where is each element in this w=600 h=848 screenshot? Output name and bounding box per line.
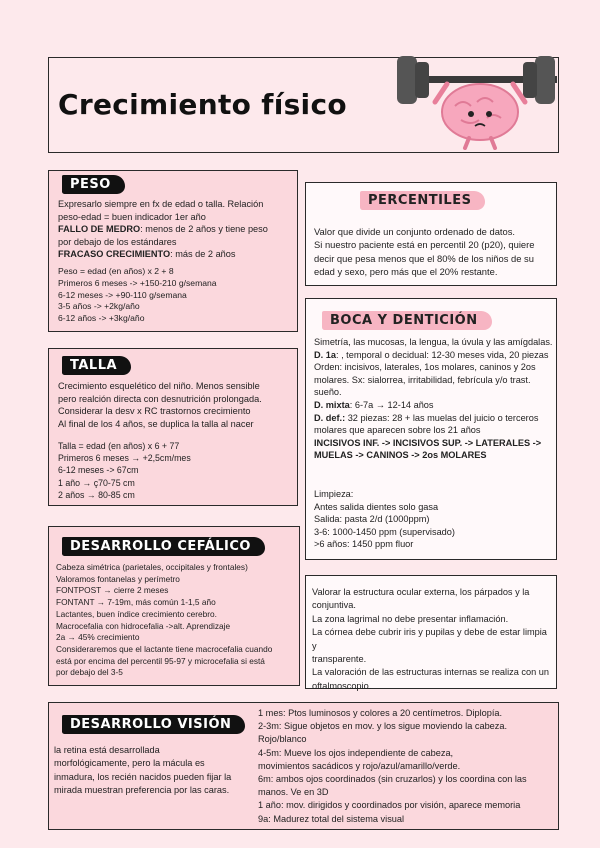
- weight-plate-left: [397, 56, 417, 104]
- peso-heading: PESO: [62, 175, 125, 194]
- peso-formula: Peso = edad (en años) x 2 + 8 Primeros 6 meses -> +150-210 g/semana 6-12 meses -> +90-110 g/semana 3-5 años -> +2kg/año 6-12 años -> +3kg/año: [58, 266, 217, 324]
- brain-body: [442, 84, 518, 140]
- percentiles-text: Valor que divide un conjunto ordenado de datos. Si nuestro paciente está en percentil 20 (p20), quiere decir que pesa menos que el 80% de los niños de su edad y sexo, pero más que el 20% restante.: [314, 226, 535, 278]
- weight-plate-right: [535, 56, 555, 104]
- percentiles-heading: PERCENTILES: [360, 191, 485, 210]
- vision-heading: DESARROLLO VISIÓN: [62, 715, 245, 734]
- boca-limpieza: Limpieza: Antes salida dientes solo gasa Salida: pasta 2/d (1000ppm) 3-6: 1000-1450 ppm (supervisado) >6 años: 1450 ppm fluor: [314, 489, 455, 550]
- brain-weightlifter-illustration: [395, 40, 565, 150]
- boca-text: Simetría, las mucosas, la lengua, la úvula y las amígdalas. D. 1a: , temporal o decidual: 12-30 meses vida, 20 piezas Orden: incisivos, laterales, 1os molares, caninos y 2os molares. Sx: sialorrea, irritabilidad, febrícula y/o trast. sueño. D. mixta: 6-7a → 12-14 años D. def.: 32 piezas: 28 + las muelas del juicio o terceros molares que aparecen sobre los 21 años INCISIVOS INF. -> INCISIVOS SUP. -> LATERALES -> MUELAS -> CANINOS -> 2os MOLARES: [314, 337, 553, 461]
- talla-heading: TALLA: [62, 356, 131, 375]
- weight-plate-right-inner: [523, 62, 537, 98]
- talla-formula: Talla = edad (en años) x 6 + 77 Primeros 6 meses → +2,5cm/mes 6-12 meses -> 67cm 1 año → ç70-75 cm 2 años → 80-85 cm: [58, 441, 191, 500]
- talla-text: Crecimiento esquelético del niño. Menos sensible pero realción directa con desnutrición prolongada. Considerar la desv x RC trastornos crecimiento Al final de los 4 años, se duplica la talla al nacer: [58, 381, 262, 429]
- weight-plate-left-inner: [415, 62, 429, 98]
- vision-right-text: 1 mes: Ptos luminosos y colores a 20 centímetros. Diplopía. 2-3m: Sigue objetos en mov. y los sigue moviendo la cabeza. Rojo/blanco 4-5m: Mueve los ojos independiente de cabeza, movimientos sacádicos y rojo/azul/amarillo/verde. 6m: ambos ojos coordinados (sin cruzarlos) y los coordina con las manos. Ve en 3D 1 año: mov. dirigidos y coordinados por visión, aparece memoria 9a: Madurez total del sistema visual: [258, 708, 527, 824]
- peso-text: Expresarlo siempre en fx de edad o talla. Relación peso-edad = buen indicador 1er año FALLO DE MEDRO: menos de 2 años y tiene peso por debajo de los estándares FRACASO CRECIMIENTO: más de 2 años: [58, 199, 268, 260]
- cefalico-heading: DESARROLLO CEFÁLICO: [62, 537, 265, 556]
- page-title: Crecimiento físico: [58, 88, 347, 121]
- ocular-text: Valorar la estructura ocular externa, los párpados y la conjuntiva. La zona lagrimal no debe presentar inflamación. La córnea debe cubrir iris y pupilas y debe de estar limpia y transparente. La valoración de las estructuras internas se realiza con un oftalmoscopio.: [312, 587, 549, 691]
- vision-left-text: la retina está desarrollada morfológicamente, pero la mácula es inmadura, los recién nacidos pueden fijar la mirada muestran preferencia por las caras.: [54, 745, 232, 796]
- boca-heading: BOCA Y DENTICIÓN: [322, 311, 492, 330]
- cefalico-text: Cabeza simétrica (parietales, occipitales y frontales) Valoramos fontanelas y perímetro FONTPOST → cierre 2 meses FONTANT → 7-19m, más común 1-1,5 año Lactantes, buen índice crecimiento cerebro. Macrocefalia con hidrocefalia ->alt. Aprendizaje 2a → 45% crecimiento Consideraremos que el lactante tiene macrocefalia cuando está por encima del percentil 95-97 y microcefalia si está por debajo del 3-5: [56, 562, 273, 678]
